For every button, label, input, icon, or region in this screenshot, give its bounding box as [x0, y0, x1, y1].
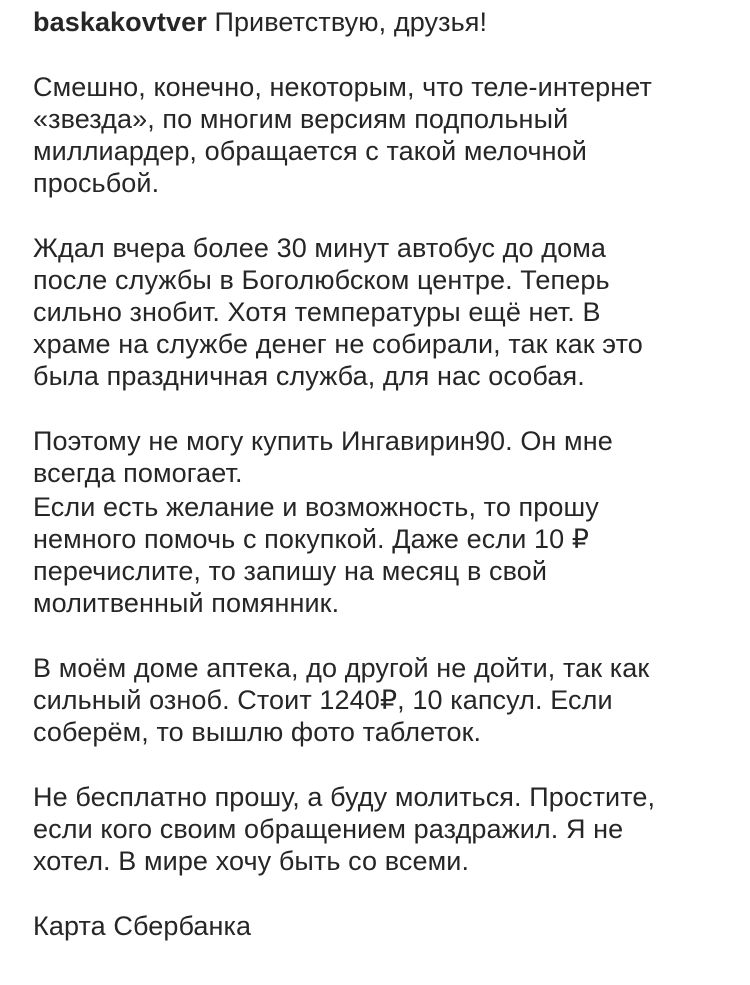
- caption-line: молитвенный помянник.: [33, 588, 340, 618]
- caption-line: В моём доме аптека, до другой не дойти, так как: [33, 653, 650, 683]
- caption-line: перечислите, то запишу на месяц в свой: [33, 556, 548, 586]
- caption-line: Поэтому не могу купить Ингавирин90. Он мне: [33, 426, 613, 456]
- caption-line: была праздничная служба, для нас особая.: [33, 361, 585, 391]
- caption-line: Не бесплатно прошу, а буду молиться. Простите,: [33, 782, 656, 812]
- paragraph-card: [33, 910, 723, 942]
- caption-line: «звезда», по многим версиям подпольный: [33, 104, 569, 134]
- paragraph-intro: [33, 71, 723, 199]
- paragraph-gap: [33, 392, 723, 425]
- paragraph-pharmacy: [33, 652, 723, 748]
- caption-line: всегда помогает.: [33, 458, 243, 488]
- paragraph-request: [33, 491, 723, 619]
- caption-line: Карта Сбербанка: [33, 911, 252, 941]
- caption-line: сильно знобит. Хотя температуры ещё нет. В: [33, 297, 601, 327]
- caption-line: Смешно, конечно, некоторым, что теле-интернет: [33, 72, 652, 102]
- paragraph-gap: [33, 748, 723, 781]
- paragraph-gap: [33, 199, 723, 232]
- caption-line: миллиардер, обращается с такой мелочной: [33, 136, 587, 166]
- caption-line: хотел. В мире хочу быть со всеми.: [33, 846, 470, 876]
- caption-line: соберём, то вышлю фото таблеток.: [33, 717, 482, 747]
- caption-line: сильный озноб. Стоит 1240₽, 10 капсул. Если: [33, 685, 613, 715]
- caption-line: Ждал вчера более 30 минут автобус до дома: [33, 233, 606, 263]
- paragraph-prayer: [33, 781, 723, 877]
- greeting-text: Приветствую, друзья!: [214, 7, 488, 37]
- paragraph-medicine: [33, 425, 723, 489]
- paragraph-gap: [33, 877, 723, 910]
- caption-header-line: [33, 6, 723, 38]
- username-link[interactable]: baskakovtver: [33, 7, 207, 37]
- caption-line: если кого своим обращением раздражил. Я не: [33, 814, 624, 844]
- paragraph-gap: [33, 619, 723, 652]
- caption-line: после службы в Боголюбском центре. Теперь: [33, 265, 610, 295]
- caption-line: Если есть желание и возможность, то прошу: [33, 492, 599, 522]
- caption-line: немного помочь с покупкой. Даже если 10 ₽: [33, 524, 590, 554]
- paragraph-bus: [33, 232, 723, 392]
- caption-line: храме на службе денег не собирали, так как это: [33, 329, 643, 359]
- post-caption: [33, 0, 723, 942]
- caption-line: просьбой.: [33, 168, 160, 198]
- paragraph-gap: [33, 38, 723, 71]
